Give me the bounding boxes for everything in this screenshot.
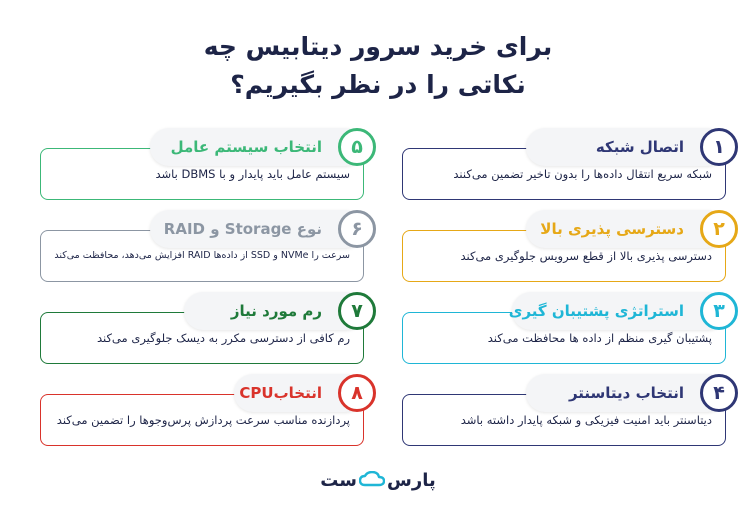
number-badge: ۳ [700, 292, 738, 330]
card-7 [40, 292, 364, 380]
card-description: دیتاسنتر باید امنیت فیزیکی و شبکه پایدار داشته باشد [460, 413, 712, 427]
number-badge: ۲ [700, 210, 738, 248]
number-badge: ۷ [338, 292, 376, 330]
card-1 [402, 128, 726, 216]
card-heading: دسترسی پذیری بالا [540, 220, 684, 238]
card-heading: نوع Storage و RAID [163, 220, 322, 238]
number-badge: ۸ [338, 374, 376, 412]
card-description: رم کافی از دسترسی مکرر به دیسک جلوگیری می‌کند [96, 331, 350, 345]
logo-text-part-1: پارس [387, 470, 436, 491]
logo-text-part-2: ست [320, 470, 358, 491]
card-6 [40, 210, 364, 298]
card-description: شبکه سریع انتقال داده‌ها را بدون تاخیر تضمین می‌کنند [453, 167, 712, 181]
number-badge: ۵ [338, 128, 376, 166]
card-description: سیستم عامل باید پایدار و با DBMS باشد [155, 167, 350, 181]
card-5 [40, 128, 364, 216]
number-badge: ۱ [700, 128, 738, 166]
card-heading: استراتژی پشتیبان گیری [508, 302, 684, 320]
number-badge: ۴ [700, 374, 738, 412]
cloud-icon [359, 471, 385, 492]
card-heading: رم مورد نیاز [230, 302, 322, 320]
number-badge: ۶ [338, 210, 376, 248]
card-heading: انتخابCPU [239, 384, 322, 402]
card-description: پردازنده مناسب سرعت پردازش پرس‌وجوها را تضمین می‌کند [56, 413, 350, 427]
page-title [0, 28, 756, 104]
card-description: پشتیبان گیری منظم از داده ها محافظت می‌کند [487, 331, 712, 345]
brand-logo [0, 470, 756, 492]
card-heading: انتخاب دیتاسنتر [568, 384, 684, 402]
card-8 [40, 374, 364, 462]
title-line-2: نکاتی را در نظر بگیریم؟ [230, 70, 526, 99]
card-4 [402, 374, 726, 462]
card-heading: انتخاب سیستم عامل [170, 138, 322, 156]
card-description: دسترسی پذیری بالا از قطع سرویس جلوگیری می‌کند [460, 249, 712, 263]
card-3 [402, 292, 726, 380]
card-heading: اتصال شبکه [595, 138, 684, 156]
title-line-1: برای خرید سرور دیتابیس چه [203, 32, 553, 61]
card-description: سرعت را NVMe و SSD از داده‌ها RAID افزایش می‌دهد، محافظت می‌کند [54, 250, 350, 261]
card-2 [402, 210, 726, 298]
